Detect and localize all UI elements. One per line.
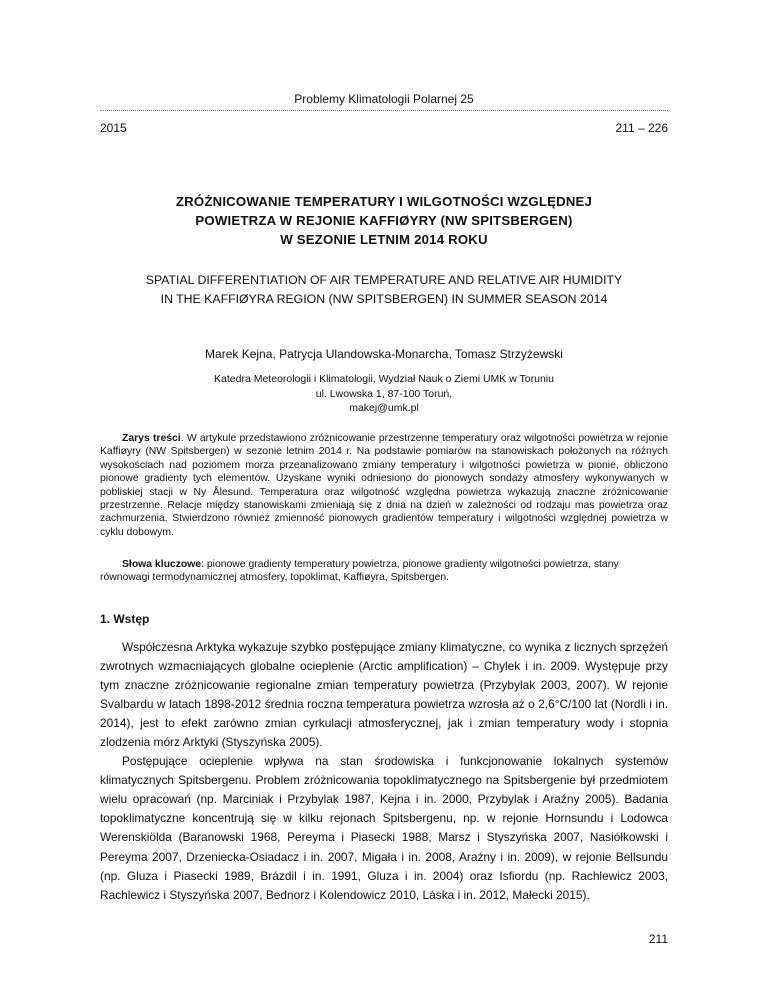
affiliation-line: Katedra Meteorologii i Klimatologii, Wydział Nauk o Ziemi UMK w Toruniu — [214, 373, 554, 385]
paragraph: Postępujące ocieplenie wpływa na stan środowiska i funkcjonowanie lokalnych systemów klimatycznych Spitsbergenu. Problem zróżnicowania topoklimatycznego na Spitsbergenie był przedmiotem wielu opracowań (np. Marciniak i Przybylak 1987, Kejna i in. 2000, Przybylak i Araźny 2005). Badania topoklimatyczne koncentrują się w kilku rejonach Spitsbergenu, np. w rejonie Hornsundu i Lodowca Werenskiölda (Baranowski 1968, Pereyma i Piasecki 1988, Marsz i Styszyńska 2007, Nasiółkowski i Pereyma 2007, Drzeniecka-Osiadacz i in. 2007, Migała i in. 2008, Araźny i in. 2009), w rejonie Bellsundu (np. Gluza i Piasecki 1989, Brázdil i in. 1991, Gluza i in. 2004) oraz Isfiordu (np. Rachlewicz 2003, Rachlewicz i Styszyńska 2007, Bednorz i Kolendowicz 2010, Láska i in. 2012, Małecki 2015). — [100, 754, 668, 902]
header-rule — [100, 110, 668, 111]
title-english — [100, 271, 668, 309]
affiliation-line: ul. Lwowska 1, 87-100 Toruń, — [315, 387, 453, 400]
section-heading: 1. Wstęp — [100, 612, 150, 626]
title-pl-line: POWIETRZA W REJONIE KAFFIØYRY (NW SPITSBERGEN) — [195, 213, 573, 228]
affiliation — [100, 372, 668, 416]
keywords-label: Słowa kluczowe — [122, 559, 202, 570]
abstract — [100, 432, 668, 539]
body-text — [100, 638, 668, 905]
journal-name: Problemy Klimatologii Polarnej 25 — [294, 92, 474, 106]
authors: Marek Kejna, Patrycja Ulandowska-Monarcha, Tomasz Strzyżewski — [205, 347, 563, 361]
author-email: makej@umk.pl — [349, 402, 419, 414]
title-en-line: SPATIAL DIFFERENTIATION OF AIR TEMPERATURE AND RELATIVE AIR HUMIDITY — [145, 273, 623, 287]
paper-page — [100, 0, 668, 994]
abstract-label: Zarys treści — [122, 433, 181, 444]
title-en-line: IN THE KAFFIØYRA REGION (NW SPITSBERGEN) IN SUMMER SEASON 2014 — [160, 292, 608, 306]
title-polish — [100, 192, 668, 249]
abstract-text: . W artykule przedstawiono zróżnicowanie przestrzenne temperatury oraz wilgotności powietrza w rejonie Kaffiøyry (NW Spitsbergen) w sezonie letnim 2014 r. Na podstawie pomiarów na stanowiskach położonych na różnych wysokościach nad poziomem morza przeanalizowano zmiany temperatury i wilgotności powietrza w pionie, obliczono pionowe gradienty tych elementów. Uzyskane wyniki odniesiono do pionowych sondaży atmosfery wykonywanych w pobliskiej stacji w Ny Ålesund. Temperatura oraz wilgotność względna powietrza wykazują znaczne zróżnicowanie przestrzenne. Relacje między stanowiskami zmieniają się z dnia na dzień w zależności od rodzaju mas powietrza oraz zachmurzenia. Stwierdzono również zmienność pionowych gradientów temperatury i wilgotności względnej powietrza w cyklu dobowym. — [100, 433, 668, 538]
page-range: 211 – 226 — [615, 121, 668, 135]
page-number: 211 — [648, 932, 668, 946]
publication-year: 2015 — [100, 121, 127, 135]
title-pl-line: W SEZONIE LETNIM 2014 ROKU — [280, 232, 488, 247]
keywords-text: : pionowe gradienty temperatury powietrza, pionowe gradienty wilgotności powietrza, stany równowagi termodynamicznej atmosfery, topoklimat, Kaffiøyra, Spitsbergen. — [100, 559, 619, 584]
title-pl-line: ZRÓŻNICOWANIE TEMPERATURY I WILGOTNOŚCI WZGLĘDNEJ — [175, 194, 593, 209]
paragraph: Współczesna Arktyka wykazuje szybko postępujące zmiany klimatyczne, co wynika z licznych sprzężeń zwrotnych wzmacniających globalne ocieplenie (Arctic amplification) – Chylek i in. 2009. Występuje przy tym znaczne zróżnicowanie regionalne zmian temperatury powietrza (Przybylak 2003, 2007). W rejonie Svalbardu w latach 1898-2012 średnia roczna temperatura powietrza wzrosła aż o 2,6°C/100 lat (Nordli i in. 2014), jest to efekt zarówno zmian cyrkulacji atmosferycznej, jak i zmian temperatury wody i stopnia zlodzenia mórz Arktyki (Styszyńska 2005). — [100, 640, 668, 750]
keywords — [100, 558, 668, 585]
